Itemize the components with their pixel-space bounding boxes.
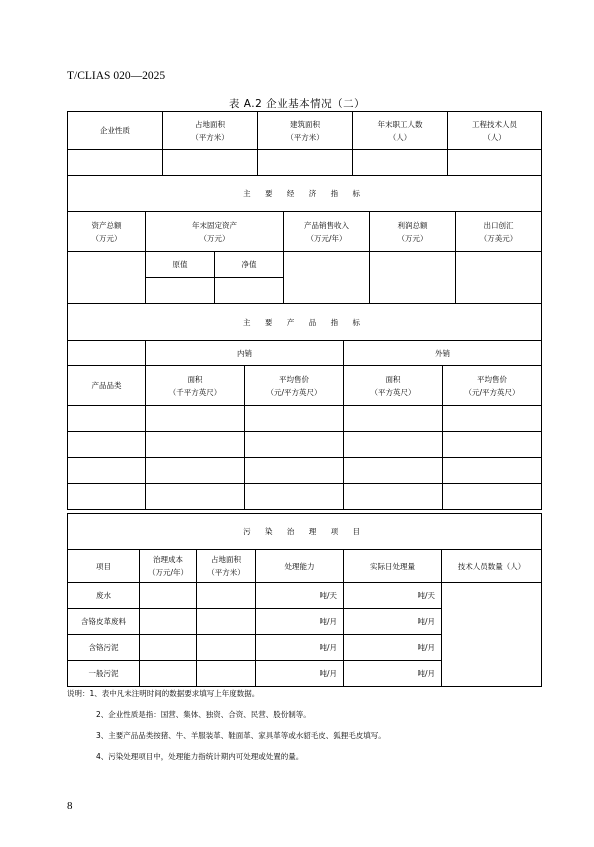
header-total-profit: 利润总额 （万元） <box>370 212 456 252</box>
header-engineers: 工程技术人员 （人） <box>448 112 542 150</box>
row-item-label: 一般污泥 <box>68 661 140 687</box>
header-land-area: 占地面积 （平方米） <box>163 112 258 150</box>
header-treatment-cost: 治理成本 （万元/年） <box>140 550 197 583</box>
cell-empty <box>353 150 448 176</box>
table-row <box>68 458 542 484</box>
cell-empty <box>370 252 456 304</box>
cell-empty <box>163 150 258 176</box>
table-title: 表 A.2 企业基本情况（二） <box>228 98 366 110</box>
capacity-unit: 吨/月 <box>256 635 344 661</box>
cell-empty <box>258 150 353 176</box>
header-export: 外销 <box>344 341 542 366</box>
capacity-unit: 吨/月 <box>256 609 344 635</box>
capacity-unit: 吨/月 <box>256 661 344 687</box>
cell-empty <box>284 252 370 304</box>
note-1: 说明：1、表中凡未注明时间的数据要求填写上年度数据。 <box>67 689 260 698</box>
capacity-unit: 吨/天 <box>256 583 344 609</box>
section-economic: 主 要 经 济 指 标 <box>68 176 542 212</box>
note-3: 3、主要产品品类按猪、牛、羊服装革、鞋面革、家具革等或水貂毛皮、狐狸毛皮填写。 <box>96 731 386 740</box>
cell-empty <box>68 341 146 366</box>
header-tech-staff: 技术人员数量（人） <box>442 550 542 583</box>
cell-empty <box>448 150 542 176</box>
section-products: 主 要 产 品 指 标 <box>68 304 542 341</box>
actual-unit: 吨/月 <box>344 609 442 635</box>
row-item-label: 废水 <box>68 583 140 609</box>
header-export-area: 面积 （平方英尺） <box>344 366 443 406</box>
note-2: 2、企业性质是指：国营、集体、独资、合资、民营、股份制等。 <box>96 710 311 719</box>
table-row <box>68 583 542 609</box>
header-domestic-area: 面积 （千平方英尺） <box>146 366 245 406</box>
header-capacity: 处理能力 <box>256 550 344 583</box>
standard-number: T/CLIAS 020—2025 <box>67 70 166 82</box>
cell-empty <box>68 252 146 304</box>
header-export-price: 平均售价 （元/平方英尺） <box>443 366 542 406</box>
economic-table <box>67 175 542 304</box>
table-row <box>68 484 542 510</box>
cell-empty <box>146 278 215 304</box>
row-item-label: 含铬污泥 <box>68 635 140 661</box>
product-table <box>67 303 542 510</box>
actual-unit: 吨/月 <box>344 661 442 687</box>
cell-empty <box>68 150 163 176</box>
header-daily-actual: 实际日处理量 <box>344 550 442 583</box>
table-row <box>68 406 542 432</box>
header-product-category: 产品品类 <box>68 366 146 406</box>
row-item-label: 含铬皮革废料 <box>68 609 140 635</box>
actual-unit: 吨/天 <box>344 583 442 609</box>
note-4: 4、污染处理项目中，处理能力指统计期内可处理或处置的量。 <box>96 752 304 761</box>
header-domestic-price: 平均售价 （元/平方英尺） <box>245 366 344 406</box>
header-sales-revenue: 产品销售收入 （万元/年） <box>284 212 370 252</box>
section-pollution: 污 染 治 理 项 目 <box>68 514 542 550</box>
sub-net-value: 净值 <box>215 252 284 278</box>
header-total-assets: 资产总额 （万元） <box>68 212 146 252</box>
cell-empty <box>215 278 284 304</box>
sub-original-value: 原值 <box>146 252 215 278</box>
header-fixed-assets: 年末固定资产 （万元） <box>146 212 284 252</box>
header-item: 项目 <box>68 550 140 583</box>
header-building-area: 建筑面积 （平方米） <box>258 112 353 150</box>
header-enterprise-nature: 企业性质 <box>68 112 163 150</box>
cell-empty <box>456 252 542 304</box>
header-occupied-area: 占地面积 （平方米） <box>197 550 256 583</box>
actual-unit: 吨/月 <box>344 635 442 661</box>
pollution-table <box>67 513 542 687</box>
page-number: 8 <box>67 800 73 812</box>
cell-empty <box>442 583 542 687</box>
header-domestic: 内销 <box>146 341 344 366</box>
table-row <box>68 432 542 458</box>
basic-info-table <box>67 111 542 176</box>
header-staff-count: 年末职工人数 （人） <box>353 112 448 150</box>
header-export-earnings: 出口创汇 （万美元） <box>456 212 542 252</box>
